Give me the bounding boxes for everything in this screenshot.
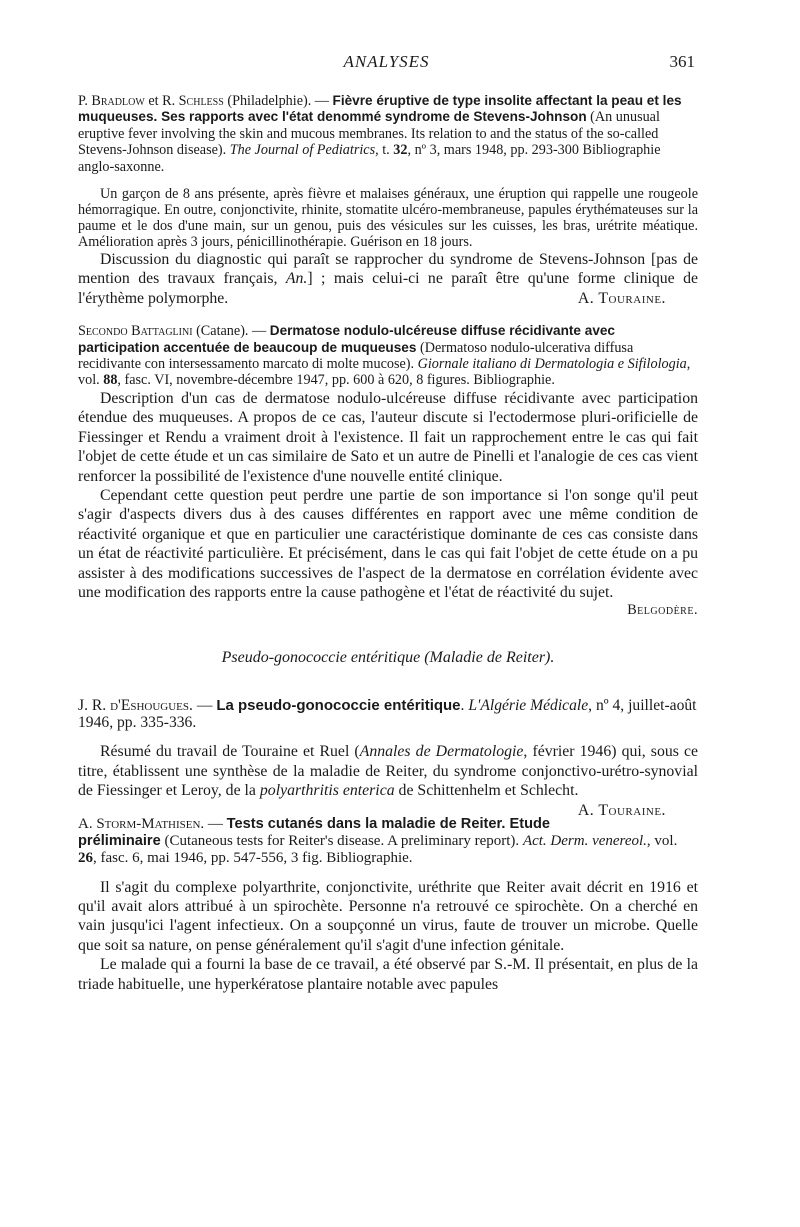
volume-prefix: , vol.: [78, 356, 691, 389]
cited-term: polyarthritis enterica: [259, 782, 395, 800]
conjunction: et: [144, 93, 163, 109]
article-reference: [78, 323, 698, 389]
journal-name: The Journal of Pediatrics: [229, 142, 376, 159]
volume-number: 32: [393, 142, 408, 159]
separator: . —: [189, 697, 217, 715]
paragraph-text: , février 1946) qui, sous ce titre, établissent une synthèse de la maladie de Reiter, du syndrome conjonctivo-urétro-synovial de Fiessinger et Leroy, de la: [78, 743, 698, 800]
abstract-paragraph: Description d'un cas de dermatose nodulo-ulcéreuse diffuse récidivante avec participation étendue des muqueuses. A propos de ce cas, l'auteur discute si l'ectodermose pluri-orificielle de Fiessinger et Rendu a vraiment droit à l'existence. Il fait un rapprochement entre le cas qui fait l'objet de cette étude et un cas similaire de Sato et un autre de Pinelli et l'analogie de ces cas vient renforcer la possibilité de l'existence d'une nouvelle entité clinique.: [78, 389, 698, 485]
page-content: [78, 93, 698, 994]
page-number: 361: [669, 52, 695, 71]
journal-name: Act. Derm. venereol.: [522, 832, 647, 849]
paragraph-text: ] ; mais celui-ci ne paraît être qu'une forme clinique de l'érythème polymorphe.: [78, 270, 699, 307]
original-title: (Cutaneous tests for Reiter's disease. A preliminary report).: [160, 832, 523, 849]
author-name: R. Schless: [162, 93, 224, 109]
journal-name: Giornale italiano di Dermatologia e Sifilologia: [417, 356, 687, 373]
paragraph-text: de Schittenhelm et Schlecht.: [394, 782, 579, 800]
abstract-paragraph: [78, 742, 698, 819]
paragraph-text: Résumé du travail de Touraine et Ruel (: [100, 743, 360, 761]
abstract-paragraph: Le malade qui a fourni la base de ce travail, a été observé par S.-M. Il présentait, en plus de la triade habituelle, une hyperkératose plantaire notable avec papules: [78, 956, 698, 993]
volume-number: 26: [78, 849, 93, 866]
page-header: [78, 52, 695, 76]
author-name: A. Storm-Mathisen: [78, 815, 201, 832]
article-title: Tests cutanés dans la maladie de Reiter. Etude préliminaire: [78, 815, 551, 849]
abstract-paragraph: Il s'agit du complexe polyarthrite, conjonctivite, uréthrite que Reiter avait décrit en 1916 et qu'il avait alors attribué à un spirochète. Personne n'a retrouvé ce spirochète. On a cherché en vain jusqu'ici l'agent infectieux. On a soupçonné un virus, faute de trouver un microbe. Quelle que soit sa nature, on pense généralement qu'il s'agit d'une infection génitale.: [78, 878, 698, 954]
publication-details: , nº 4, juillet-août 1946, pp. 335-336.: [78, 697, 697, 732]
abstract-paragraph: [78, 250, 698, 308]
article-title: Fièvre éruptive de type insolite affectant la peau et les muqueuses. Ses rapports avec l'état denommé syndrome de Stevens-Johnson: [78, 93, 682, 125]
running-title: ANALYSES: [343, 52, 430, 71]
volume-prefix: , vol.: [646, 832, 678, 849]
journal-name: L'Algérie Médicale: [468, 697, 589, 715]
abstract-battaglini: [78, 323, 698, 619]
article-reference: [78, 816, 698, 867]
volume-number: 88: [103, 372, 118, 389]
publication-details: , nº 3, mars 1948, pp. 293-300 Bibliographie anglo-saxonne.: [78, 142, 661, 175]
original-title: (An unusual eruptive fever involving the skin and mucous membranes. Its relation to and the status of the so-called Stevens-Johnson disease).: [78, 109, 660, 159]
section-heading: Pseudo-gonococcie entéritique (Maladie de Reiter).: [221, 649, 555, 667]
separator: .: [460, 697, 469, 715]
publication-details: , fasc. VI, novembre-décembre 1947, pp. 600 à 620, 8 figures. Bibliographie.: [117, 372, 555, 389]
author-city: (Philadelphie). —: [223, 93, 333, 109]
abstract-eshougues: [78, 697, 698, 819]
editor-note: An.: [285, 270, 308, 288]
signature: A. Touraine.: [577, 801, 666, 819]
author-name: Secondo Battaglini: [78, 323, 193, 340]
abstract-bradlow: [78, 93, 698, 308]
article-reference: [78, 93, 698, 175]
signature: Belgodère.: [627, 602, 698, 619]
article-title: Dermatose nodulo-ulcéreuse diffuse récidivante avec participation accentuée de beaucoup de muqueuses: [78, 323, 615, 355]
article-title: La pseudo-gonococcie entéritique: [216, 697, 461, 715]
signature: A. Touraine.: [577, 289, 666, 307]
article-reference: [78, 697, 698, 731]
cited-journal: Annales de Dermatologie: [359, 743, 524, 761]
author-name: P. Bradlow: [78, 93, 145, 109]
abstract-paragraph: Cependant cette question peut perdre une partie de son importance si l'on songe qu'il peut s'agir d'aspects divers dus à des causes différentes en rapport avec une même condition de réactivité organique et que en particulier une caractéristique dominante de ces cas consiste dans un état de réactivité particulière. Et précisément, dans le cas qui fait l'objet de cette étude on a pu assister à des modifications successives de l'aspect de la dermatose en corrélation évidente avec une modification des rapports entre la cause pathogène et l'état de réactivité du sujet.: [78, 486, 698, 601]
separator: . —: [200, 815, 227, 832]
volume-prefix: , t.: [375, 142, 394, 159]
publication-details: , fasc. 6, mai 1946, pp. 547-556, 3 fig. Bibliographie.: [93, 849, 413, 866]
abstract-paragraph: Un garçon de 8 ans présente, après fièvre et malaises généraux, une éruption qui rappelle une rougeole hémorragique. En outre, conjonctivite, rhinite, stomatite ulcéro-membraneuse, papules érythémateuses sur la paume et le dos d'une main, sur un genou, puis des vésicules sur les cuisses, les bras, urétrite méatique. Amélioration après 3 jours, pénicillinothérapie. Guérison en 18 jours.: [78, 186, 698, 251]
abstract-storm-mathisen: [78, 816, 698, 994]
author-city: (Catane). —: [192, 323, 270, 340]
author-name: J. R. d'Eshougues: [78, 697, 190, 715]
original-title: (Dermatoso nodulo-ulcerativa diffusa recidivante con intersessamento marcato di molte mucose).: [78, 339, 634, 373]
paragraph-text: Discussion du diagnostic qui paraît se rapprocher du syndrome de Stevens-Johnson [pas de mention des travaux français,: [78, 251, 698, 288]
